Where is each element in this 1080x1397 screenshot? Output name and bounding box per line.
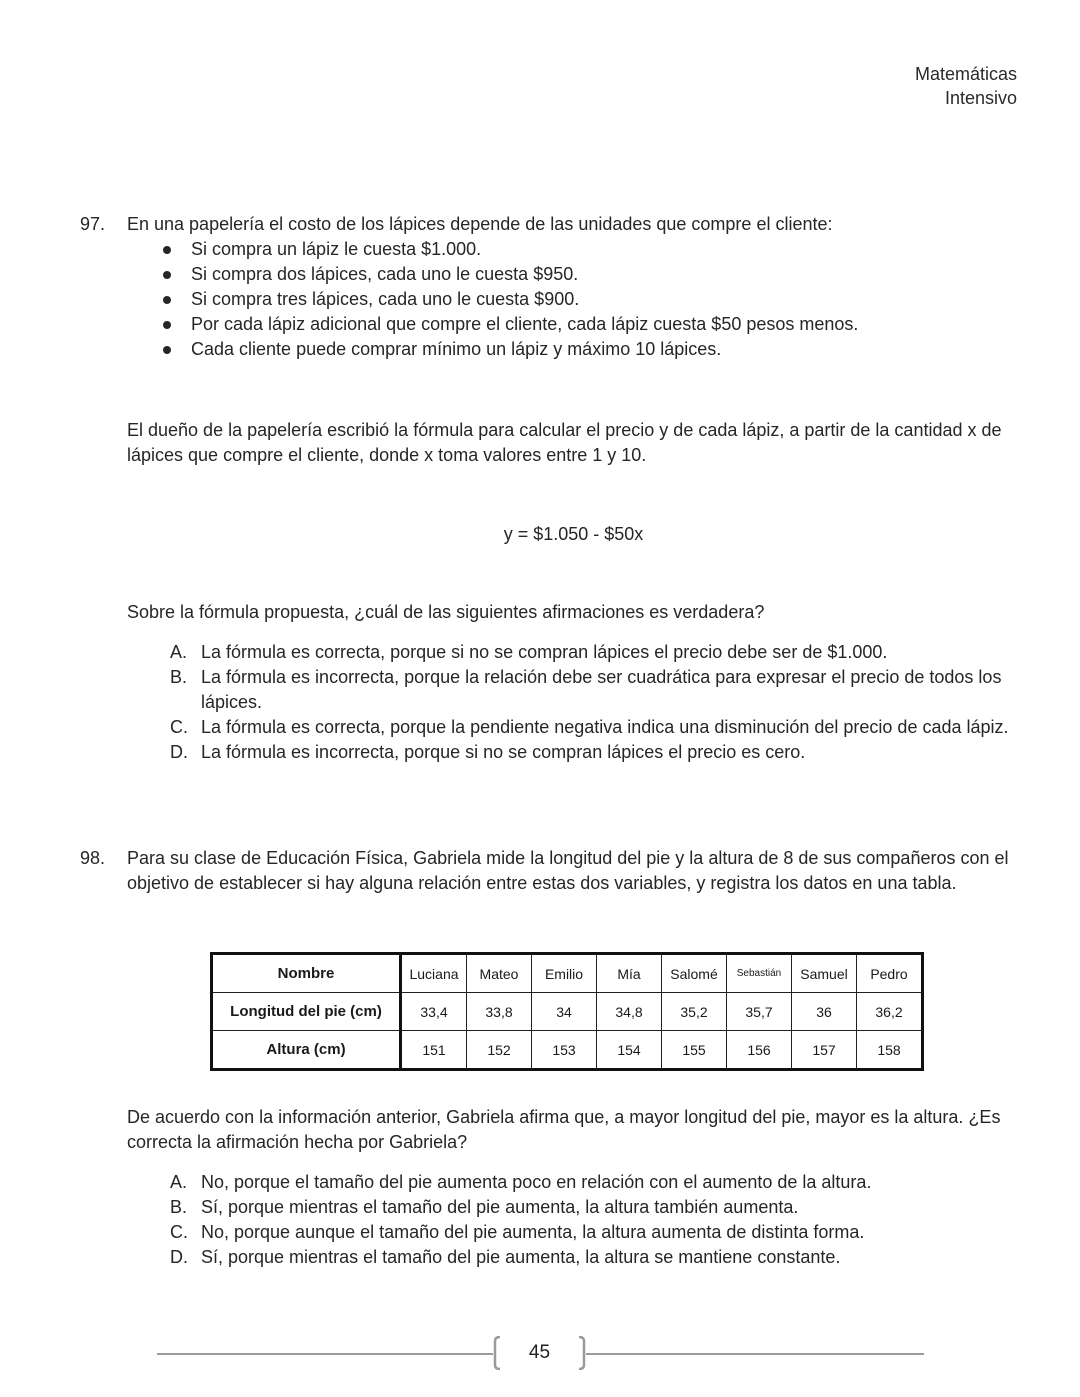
- answer-options: [127, 1170, 1020, 1270]
- bullet-icon: [163, 296, 171, 304]
- formula: y = $1.050 - $50x: [503, 524, 644, 544]
- table-cell: Salomé: [662, 954, 727, 993]
- table-cell: Luciana: [401, 954, 467, 993]
- table-cell: 158: [857, 1031, 923, 1070]
- answer-options: [127, 640, 1020, 765]
- table-cell: Emilio: [532, 954, 597, 993]
- row-header: Longitud del pie (cm): [212, 993, 401, 1031]
- data-table: [210, 952, 924, 1071]
- page-number: 45: [528, 1342, 551, 1363]
- left-bracket-icon: [492, 1336, 502, 1370]
- table-row: [212, 993, 923, 1031]
- option-a[interactable]: A. La fórmula es correcta, porque si no se compran lápices el precio debe ser de $1.000.: [170, 642, 888, 662]
- table-cell: Mateo: [467, 954, 532, 993]
- table-cell: 35,7: [727, 993, 792, 1031]
- list-item: Si compra un lápiz le cuesta $1.000.: [163, 237, 1020, 262]
- table-cell: 36: [792, 993, 857, 1031]
- option-d[interactable]: D. Sí, porque mientras el tamaño del pie aumenta, la altura se mantiene constante.: [170, 1247, 841, 1267]
- option-a[interactable]: A. No, porque el tamaño del pie aumenta poco en relación con el aumento de la altura.: [170, 1172, 872, 1192]
- table-cell: 153: [532, 1031, 597, 1070]
- question-98-prompt: [80, 1105, 1020, 1155]
- question-97-prompt: [80, 600, 1020, 625]
- table-cell: 155: [662, 1031, 727, 1070]
- question-intro: En una papelería el costo de los lápices depende de las unidades que compre el cliente:: [127, 214, 833, 234]
- conditions-list: [127, 237, 1020, 362]
- table-cell: 33,4: [401, 993, 467, 1031]
- table-cell: 34,8: [597, 993, 662, 1031]
- table-cell: 154: [597, 1031, 662, 1070]
- table-cell: 36,2: [857, 993, 923, 1031]
- question-98-options: [80, 1170, 1020, 1270]
- table-cell: 156: [727, 1031, 792, 1070]
- question-97-formula: [80, 522, 1020, 547]
- footer-rule-right: [586, 1353, 924, 1355]
- option-b[interactable]: B. La fórmula es incorrecta, porque la relación debe ser cuadrática para expresar el precio de todos los lápices.: [170, 667, 1002, 712]
- header-course: Intensivo: [944, 88, 1017, 108]
- list-item: Si compra tres lápices, cada uno le cuesta $900.: [163, 287, 1020, 312]
- table-cell: 33,8: [467, 993, 532, 1031]
- option-c[interactable]: C. La fórmula es correcta, porque la pendiente negativa indica una disminución del precio de cada lápiz.: [170, 717, 1009, 737]
- option-c[interactable]: C. No, porque aunque el tamaño del pie aumenta, la altura aumenta de distinta forma.: [170, 1222, 865, 1242]
- question-98: [80, 846, 1020, 896]
- list-item: Si compra dos lápices, cada uno le cuesta $950.: [163, 262, 1020, 287]
- context-paragraph: El dueño de la papelería escribió la fórmula para calcular el precio y de cada lápiz, a partir de la cantidad x de lápices que compre el cliente, donde x toma valores entre 1 y 10.: [127, 420, 1002, 465]
- option-d[interactable]: D. La fórmula es incorrecta, porque si no se compran lápices el precio es cero.: [170, 742, 806, 762]
- table-cell: 34: [532, 993, 597, 1031]
- table-cell: Pedro: [857, 954, 923, 993]
- table-cell: 152: [467, 1031, 532, 1070]
- table-cell: 151: [401, 1031, 467, 1070]
- question-prompt: Sobre la fórmula propuesta, ¿cuál de las siguientes afirmaciones es verdadera?: [127, 602, 765, 622]
- question-intro: Para su clase de Educación Física, Gabriela mide la longitud del pie y la altura de 8 de sus compañeros con el objetivo de establecer si hay alguna relación entre estas dos variables, y registra los datos en una tabla.: [127, 848, 1009, 893]
- question-97-context: [80, 418, 1020, 468]
- row-header: Altura (cm): [212, 1031, 401, 1070]
- page-footer: [157, 1334, 924, 1374]
- table-cell: Mía: [597, 954, 662, 993]
- question-97-options: [80, 640, 1020, 765]
- bullet-icon: [163, 321, 171, 329]
- question-number: 98.: [80, 848, 106, 868]
- option-b[interactable]: B. Sí, porque mientras el tamaño del pie aumenta, la altura también aumenta.: [170, 1197, 799, 1217]
- table-cell: 35,2: [662, 993, 727, 1031]
- footer-rule-left: [157, 1353, 493, 1355]
- page-header: [915, 62, 1017, 110]
- question-number: 97.: [80, 214, 106, 234]
- table-cell: 157: [792, 1031, 857, 1070]
- bullet-icon: [163, 271, 171, 279]
- table-row: [212, 954, 923, 993]
- row-header: Nombre: [212, 954, 401, 993]
- bullet-icon: [163, 346, 171, 354]
- question-prompt: De acuerdo con la información anterior, Gabriela afirma que, a mayor longitud del pie, mayor es la altura. ¿Es correcta la afirmación hecha por Gabriela?: [127, 1107, 1001, 1152]
- list-item: Cada cliente puede comprar mínimo un lápiz y máximo 10 lápices.: [163, 337, 1020, 362]
- table-cell: Samuel: [792, 954, 857, 993]
- list-item: Por cada lápiz adicional que compre el cliente, cada lápiz cuesta $50 pesos menos.: [163, 312, 1020, 337]
- table-cell: Sebastián: [727, 954, 792, 993]
- table-row: [212, 1031, 923, 1070]
- question-97: [80, 212, 1020, 362]
- header-subject: Matemáticas: [914, 64, 1017, 84]
- bullet-icon: [163, 246, 171, 254]
